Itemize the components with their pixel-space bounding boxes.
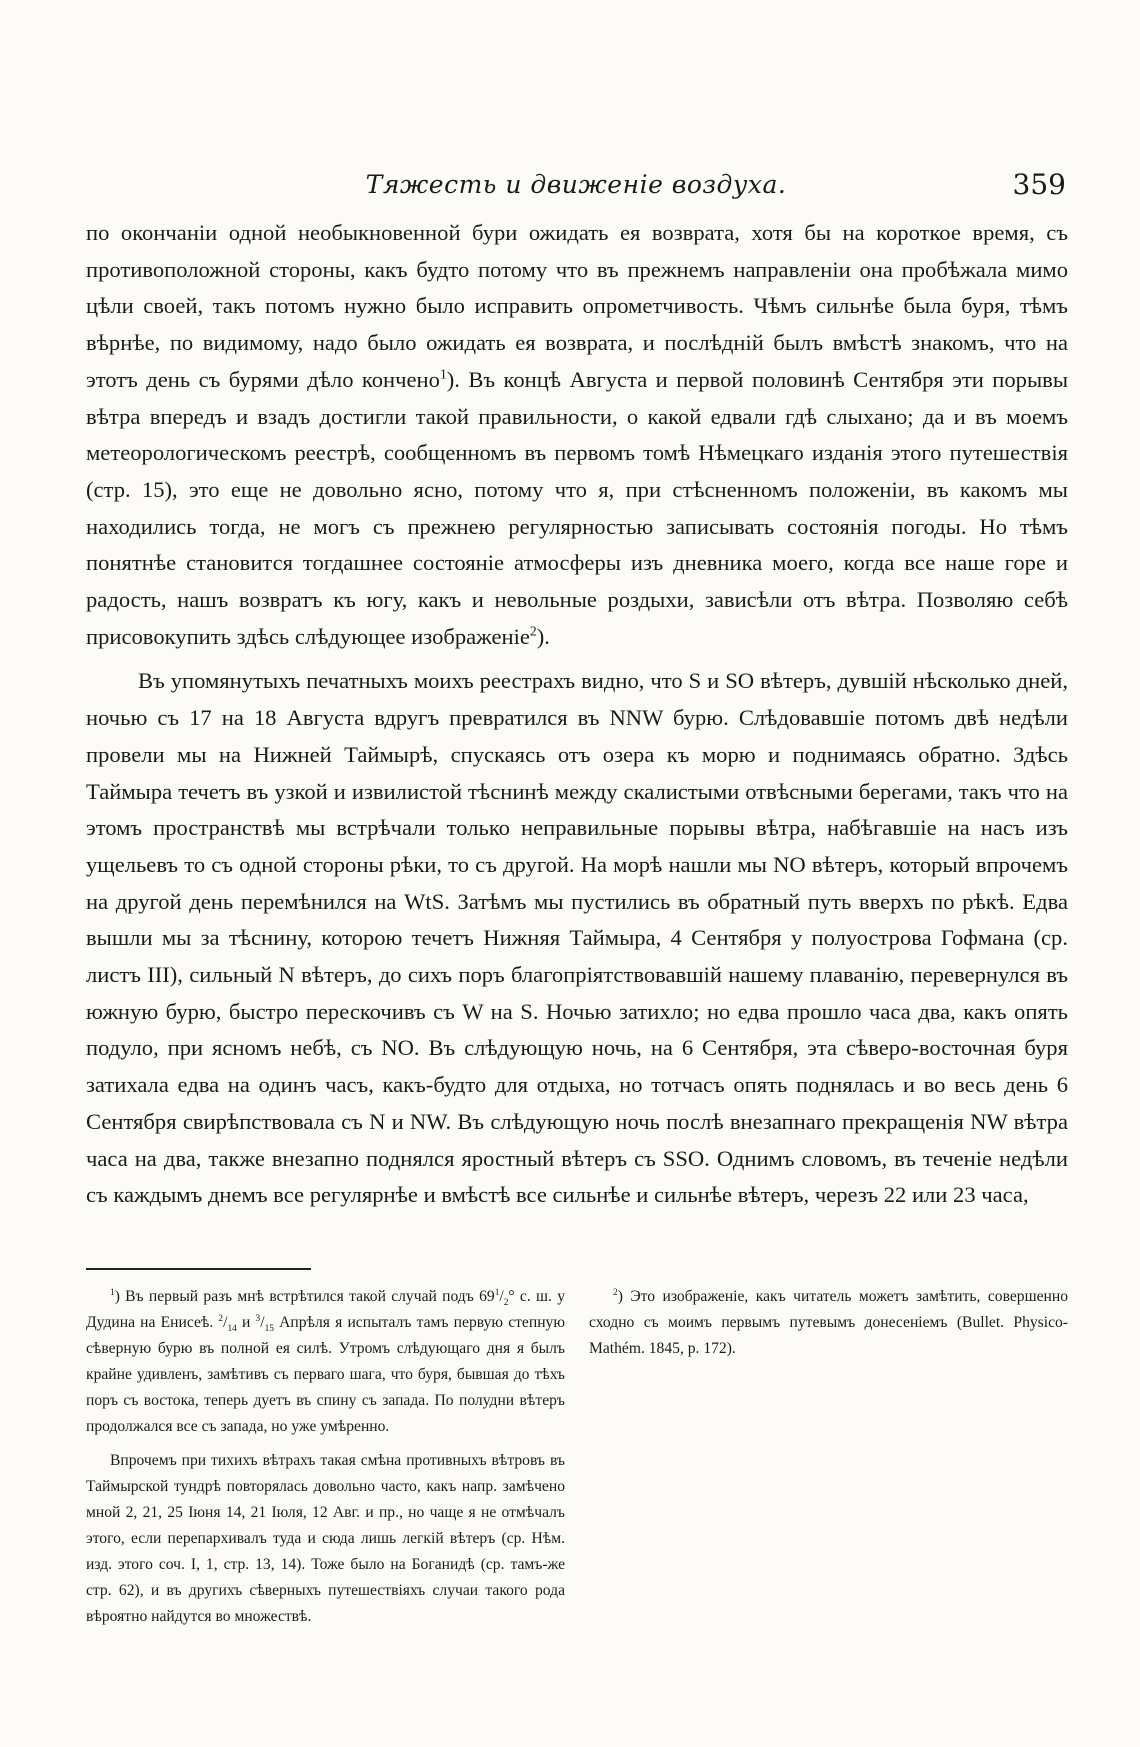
paragraph-1 [86,215,1068,655]
footnote-2-mark: 2 [613,1287,618,1298]
footnote-1: $^1$) Въ первый разъ мнѣ встрѣтился такой случай подъ $69^1/_2^\circ$ с. ш. у Дудина на Енисеѣ. $^2/_{14}$ и $^3/_{15}$ Апрѣля я испыталъ тамъ первую степную сѣверную бурю въ полной ея силѣ. Утромъ слѣдующаго дня я былъ крайне удивленъ, замѣтивъ съ перваго шага, что буря, бывшая до тѣхъ поръ съ востока, теперь дуетъ въ спину съ запада. По полудни вѣтеръ продолжался все съ запада, но уже умѣренно. [86,1287,565,1435]
running-title: Тяжесть и движеніе воздуха. [365,170,787,199]
footnote-ref-2: 2 [529,623,537,639]
footnote-1-text-b: ° с. ш. у Дудина на Енисеѣ. [86,1288,565,1331]
footnote-1-date2-den: 15 [264,1324,274,1335]
footnote-1-and: и [236,1314,256,1331]
footnote-1-text-a: ) Въ первый разъ мнѣ встрѣтился такой случай подъ 69 [114,1288,495,1305]
paragraph-2: Въ упомянутыхъ печатныхъ моихъ реестрахъ видно, что S и SO вѣтеръ, дувшій нѣсколько дней, ночью съ 17 на 18 Августа вдругъ превратился въ NNW бурю. Слѣдовавшіе потомъ двѣ недѣли провели мы на Нижней Таймырѣ, спускаясь отъ озера къ морю и поднимаясь обратно. Здѣсь Таймыра течетъ въ узкой и извилистой тѣснинѣ между скалистыми отвѣсными берегами, такъ что на этомъ пространствѣ мы встрѣчали только неправильные порывы вѣтра, набѣгавшіе на насъ изъ ущельевъ то съ одной стороны рѣки, то съ другой. На морѣ нашли мы NO вѣтеръ, который впрочемъ на другой день перемѣнился на WtS. Затѣмъ мы пустились въ обратный путь вверхъ по рѣкѣ. Едва вышли мы за тѣснину, которою течетъ Нижняя Таймыра, 4 Сентября у полуострова Гофмана (ср. листъ III), сильный N вѣтеръ, до сихъ поръ благопріятствовавшій нашему плаванію, перевернулся въ южную бурю, быстро перескочивъ съ W на S. Ночью затихло; но едва прошло часа два, какъ опять подуло, при ясномъ небѣ, съ NO. Въ слѣдующую ночь, на 6 Сентября, эта сѣверо-восточная буря затихала едва на одинъ часъ, какъ-будто для отдыха, но тотчасъ опять поднялась и во весь день 6 Сентября свирѣпствовала съ N и NW. Въ слѣдующую ночь послѣ внезапнаго прекращенія NW вѣтра часа на два, также внезапно поднялся яростный вѣтеръ съ SSO. Однимъ словомъ, въ теченіе недѣли съ каждымъ днемъ все регулярнѣе и вмѣстѣ все сильнѣе и сильнѣе вѣтеръ, черезъ 22 или 23 часа, [86,668,1068,1208]
footnote-ref-1: 1 [439,366,447,382]
footnote-1-fraction-den: 2 [503,1298,509,1309]
footnote-divider [86,1268,311,1270]
paragraph-1-text-b: ). Въ концѣ Августа и первой половинѣ Сентября эти порывы вѣтра впередъ и взадъ достигли такой правильности, о какой едвали гдѣ слыхано; да и въ моемъ метеорологическомъ реестрѣ, сообщенномъ въ первомъ томѣ Нѣмецкаго изданія этого путешествія (стр. 15), это еще не довольно ясно, потому что я, при стѣсненномъ положеніи, въ какомъ мы находились тогда, не могъ съ прежнею регулярностью записывать состоянія погоды. Но тѣмъ понятнѣе становится тогдашнее состояніе атмосферы изъ дневника моего, когда все наше горе и радость, нашъ возвратъ къ югу, какъ и невольные роздыхи, зависѣли отъ вѣтра. Позволяю себѣ присовокупить здѣсь слѣдующее изображеніе [86,366,1068,649]
footnote-1-mark: 1 [110,1287,115,1298]
footnote-1-fraction-num: 1 [494,1287,500,1298]
footnote-1-date1-num: 2 [218,1313,224,1324]
footnote-1-date1-den: 14 [227,1324,237,1335]
footnote-1-date2-num: 3 [255,1313,261,1324]
paragraph-1-text-c: ). [536,623,550,649]
footnote-1-continuation: Впрочемъ при тихихъ вѣтрахъ такая смѣна противныхъ вѣтровъ въ Таймырской тундрѣ повторялась довольно часто, какъ напр. замѣчено мной 2, 21, 25 Іюня 14, 21 Іюля, 12 Авг. и пр., но чаще я не отмѣчалъ этого, если перепархивалъ туда и сюда лишь легкій вѣтеръ (ср. Нѣм. изд. этого соч. I, 1, стр. 13, 14). Тоже было на Боганидѣ (ср. тамъ-же стр. 62), и въ другихъ сѣверныхъ путешествіяхъ случаи такого рода вѣроятно найдутся во множествѣ. [86,1452,565,1625]
footnote-column-left [86,1284,565,1630]
footnote-2 [589,1284,1068,1362]
main-text [86,215,1068,1214]
footnote-1-text-c: Апрѣля я испыталъ тамъ первую степную сѣверную бурю въ полной ея силѣ. Утромъ слѣдующаго дня я былъ крайне удивленъ, замѣтивъ съ перваго шага, что буря, бывшая до тѣхъ поръ съ востока, теперь дуетъ въ спину съ запада. По полудни вѣтеръ продолжался все съ запада, но уже умѣренно. [86,1314,565,1435]
paragraph-1-text-a: по окончаніи одной необыкновенной бури ожидать ея возврата, хотя бы на короткое время, съ противоположной стороны, какъ будто потому что въ прежнемъ направленіи она пробѣжала мимо цѣли своей, такъ потомъ нужно было исправить опрометчивость. Чѣмъ сильнѣе была буря, тѣмъ вѣрнѣе, по видимому, надо было ожидать ея возврата, и послѣдній былъ вмѣстѣ знакомъ, что на этотъ день съ бурями дѣло кончено [86,220,1068,392]
footnotes [86,1284,1068,1630]
footnote-column-right [589,1284,1068,1630]
page-number: 359 [1012,168,1066,201]
running-header [86,170,1066,210]
footnote-2-text: ) Это изображеніе, какъ читатель можетъ замѣтить, совершенно сходно съ моимъ первымъ путевымъ донесеніемъ (Bullet. Physico-Mathém. 1845, p. 172). [589,1288,1068,1357]
